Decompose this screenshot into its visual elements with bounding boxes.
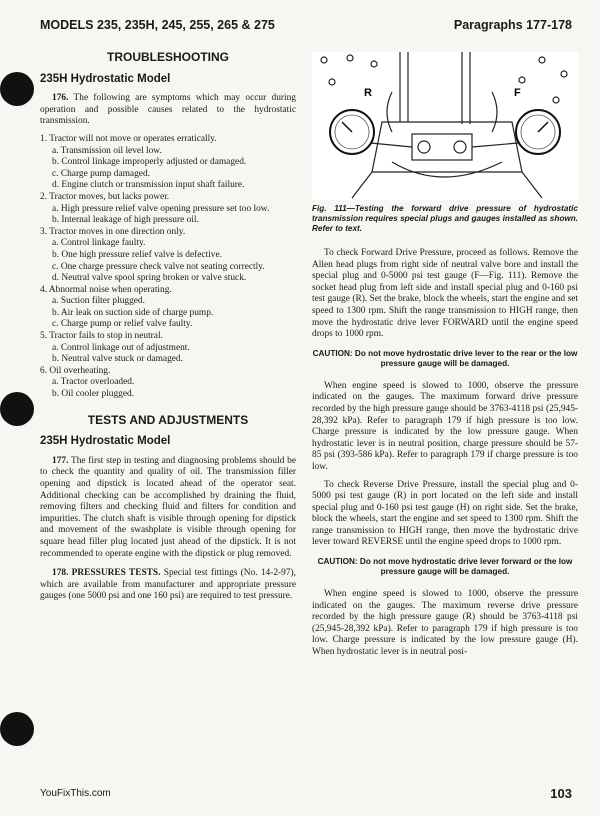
subsection-title-1: 235H Hydrostatic Model: [40, 72, 171, 85]
cause-2b: b. Internal leakage of high pressure oil.: [52, 215, 199, 226]
subsection-title-2: 235H Hydrostatic Model: [40, 435, 171, 448]
page-header: [40, 18, 572, 40]
cause-4b: b. Air leak on suction side of charge pump.: [52, 307, 214, 318]
symptom-1: 1. Tractor will not move or operates erratically.: [40, 133, 217, 144]
cause-2a: a. High pressure relief valve opening pressure set too low.: [52, 203, 270, 214]
binder-hole-middle: [0, 392, 34, 426]
symptom-4: 4. Abnormal noise when operating.: [40, 284, 172, 295]
right-paragraph-3: To check Reverse Drive Pressure, install the special plug and 0-5000 psi test gauge (R) in port located on the left side and install special plug and 0-160 psi test gauge (H) on right side. Set the brake, block the wheels, start the engine and set speed to 1300 rpm. Shift the range transmission to HIGH range, then move the hydrostatic drive lever toward REVERSE until the engine speed drops to 1000 rpm.: [312, 479, 578, 548]
right-paragraph-1: To check Forward Drive Pressure, proceed as follows. Remove the Allen head plugs from right side of neutral valve bore and install the special plug and 0-5000 psi test gauge (F—Fig. 111). Remove the socket head plug from left side and install special plug and 0-160 psi test gauge (R). Set the brake, block the wheels, start the engine and set speed to 1300 rpm. Shift the range transmission to HIGH range, then move the hydrostatic drive lever FORWARD until the engine speed drops to 1000 rpm.: [312, 248, 578, 340]
cause-3d: d. Neutral valve spool spring broken or valve stuck.: [52, 273, 247, 284]
right-paragraph-2: When engine speed is slowed to 1000, observe the pressure indicated on the gauges. The maximum forward drive pressure recorded by the high pressure gauge should be 3763-4118 psi (25,945-28,392 kPa). Refer to paragraph 179 if high pressure is too low. Charge pressure is indicated by the low pressure gauge. When hydrostatic lever is in neutral position, charge pressure should be 57-85 psi (393-586 kPa). Refer to paragraph 179 if charge pressure is too low.: [312, 380, 578, 472]
cause-1d: d. Engine clutch or transmission input shaft failure.: [52, 180, 245, 191]
paragraph-177-text: The first step in testing and diagnosing problems should be to check the quantity and quality of oil. The transmission filler opening and dipstick is located ahead of the operator seat. Additional checking can be accomplished by draining the fluid, removing filters and checking fluid and filters for condition and impurities. The clutch shaft is visible through opening for dipstick and movement of the swashplate is visible through opening for square head filler plug located just ahead of the dipstick. It is not recommended to operate engine with the dipstick or plug removed.: [40, 455, 296, 559]
section-title-tests: TESTS AND ADJUSTMENTS: [87, 412, 249, 427]
footer-site: YouFixThis.com: [40, 788, 111, 799]
cause-6a: a. Tractor overloaded.: [52, 377, 135, 388]
symptom-2: 2. Tractor moves, but lacks power.: [40, 191, 170, 202]
right-column: [312, 52, 578, 665]
page-number: 103: [550, 786, 572, 801]
figure-caption: Fig. 111—Testing the forward drive pressure of hydrostatic transmission requires special plugs and gauges installed as shown. Refer to text.: [312, 204, 578, 233]
cause-1c: c. Charge pump damaged.: [52, 168, 150, 179]
paragraph-176-number: 176.: [52, 93, 69, 104]
header-models: MODELS 235, 235H, 245, 255, 265 & 275: [40, 18, 275, 32]
paragraph-177: [40, 456, 296, 560]
symptom-6: 6. Oil overheating.: [40, 365, 111, 376]
cause-5a: a. Control linkage out of adjustment.: [52, 342, 190, 353]
left-column: [40, 52, 296, 609]
cause-1b: b. Control linkage improperly adjusted or damaged.: [52, 157, 247, 168]
header-paragraphs: Paragraphs 177-178: [453, 18, 572, 32]
cause-4a: a. Suction filter plugged.: [52, 296, 145, 307]
cause-5b: b. Neutral valve stuck or damaged.: [52, 354, 183, 365]
right-paragraph-4: When engine speed is slowed to 1000, observe the pressure indicated on the gauges. The maximum reverse drive pressure recorded by the high pressure gauge (R) should be 3763-4118 psi (25,945-28,392 kPa). Refer to paragraph 179 if high pressure is too low. Charge pressure is indicated by the low pressure gauge (H). When hydrostatic lever is in neutral posi-: [312, 589, 578, 658]
figure-label-f: F: [514, 87, 521, 99]
caution-2: CAUTION: Do not move hydrostatic drive lever forward or the low pressure gauge will be damaged.: [317, 557, 573, 577]
cause-3a: a. Control linkage faulty.: [52, 238, 146, 249]
paragraph-178: [40, 568, 296, 603]
cause-3b: b. One high pressure relief valve is defective.: [52, 249, 222, 260]
paragraph-178-heading: 178. PRESSURES TESTS.: [52, 568, 161, 579]
paragraph-178-text: Special test fittings (No. 14-2-97), which are available from manufacturer and appropriate pressure gauges (one 5000 psi and one 160 psi) are required to test pressure.: [40, 568, 297, 602]
binder-hole-bottom: [0, 712, 34, 746]
gauge-illustration: [312, 52, 578, 200]
figure-111: [312, 52, 578, 200]
cause-4c: c. Charge pump or relief valve faulty.: [52, 319, 193, 330]
symptom-list: [40, 134, 296, 401]
binder-hole-top: [0, 72, 34, 106]
caution-1: CAUTION: Do not move hydrostatic drive lever to the rear or the low pressure gauge will be damaged.: [312, 348, 578, 368]
section-title-troubleshooting: TROUBLESHOOTING: [107, 50, 229, 64]
paragraph-177-number: 177.: [52, 455, 69, 466]
cause-1a: a. Transmission oil level low.: [52, 145, 162, 156]
symptom-3: 3. Tractor moves in one direction only.: [40, 226, 186, 237]
figure-label-r: R: [364, 87, 372, 99]
paragraph-176-text: The following are symptoms which may occur during operation and possible causes related to the hydrostatic transmission.: [40, 93, 296, 127]
cause-3c: c. One charge pressure check valve not seating correctly.: [52, 261, 265, 272]
paragraph-176: [40, 93, 296, 128]
cause-6b: b. Oil cooler plugged.: [52, 389, 135, 400]
symptom-5: 5. Tractor fails to stop in neutral.: [40, 331, 163, 342]
